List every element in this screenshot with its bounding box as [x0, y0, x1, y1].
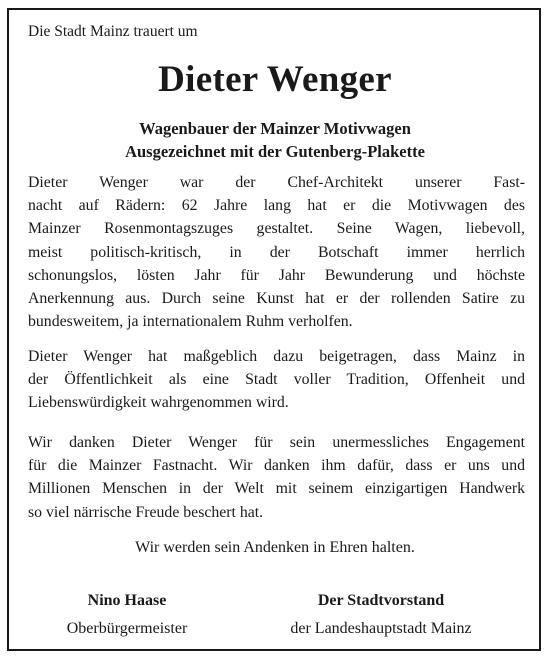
text-line: Dieter Wenger war der Chef-Architekt unserer Fast-: [28, 174, 525, 191]
text-line: schonungslos, lösten Jahr für Jahr Bewunderung und höchste: [28, 266, 525, 284]
text-line: Anerkennung aus. Durch seine Kunst hat er der rollenden Satire zu: [28, 289, 525, 307]
closing-line: Wir werden sein Andenken in Ehren halten.: [135, 539, 415, 556]
text-line: meist politisch-kritisch, in der Botschaft immer herrlich: [28, 243, 525, 261]
paragraph-city-image: [28, 345, 525, 415]
signatory-left-name: Nino Haase: [87, 592, 167, 609]
signatory-right-name: Der Stadtvorstand: [317, 592, 445, 609]
intro-text: Die Stadt Mainz trauert um: [28, 23, 198, 40]
text-line: Wir danken Dieter Wenger für sein unermessliches Engagement: [28, 434, 525, 451]
subtitle-award: Ausgezeichnet mit der Gutenberg-Plakette: [125, 142, 425, 161]
subtitle-profession: Wagenbauer der Mainzer Motivwagen: [139, 119, 411, 138]
text-line: Mainzer Rosenmontagszuges gestaltet. Seine Wagen, liebevoll,: [28, 220, 525, 238]
text-line: Dieter Wenger hat maßgeblich dazu beigetragen, dass Mainz in: [28, 348, 525, 365]
text-line: so viel närrische Freude beschert hat.: [28, 503, 264, 521]
deceased-name: Dieter Wenger: [158, 59, 392, 100]
text-line: bundesweitem, ja internationalem Ruhm verholfen.: [28, 313, 353, 331]
signatory-left-title: Oberbürgermeister: [66, 620, 188, 637]
text-line: der Öffentlichkeit als eine Stadt voller Tradition, Offenheit und: [28, 371, 525, 389]
text-line: Millionen Menschen in der Welt mit seinem einzigartigen Handwerk: [28, 480, 525, 498]
text-line: für die Mainzer Fastnacht. Wir danken ihm dafür, dass er uns und: [28, 457, 525, 475]
signatory-right-title: der Landeshauptstadt Mainz: [290, 620, 472, 637]
paragraph-tribute: [28, 171, 525, 333]
text-line: nacht auf Rädern: 62 Jahre lang hat er die Motivwagen des: [28, 197, 525, 215]
paragraph-thanks: [28, 431, 525, 524]
text-line: Liebenswürdigkeit wahrgenommen wird.: [28, 394, 289, 412]
